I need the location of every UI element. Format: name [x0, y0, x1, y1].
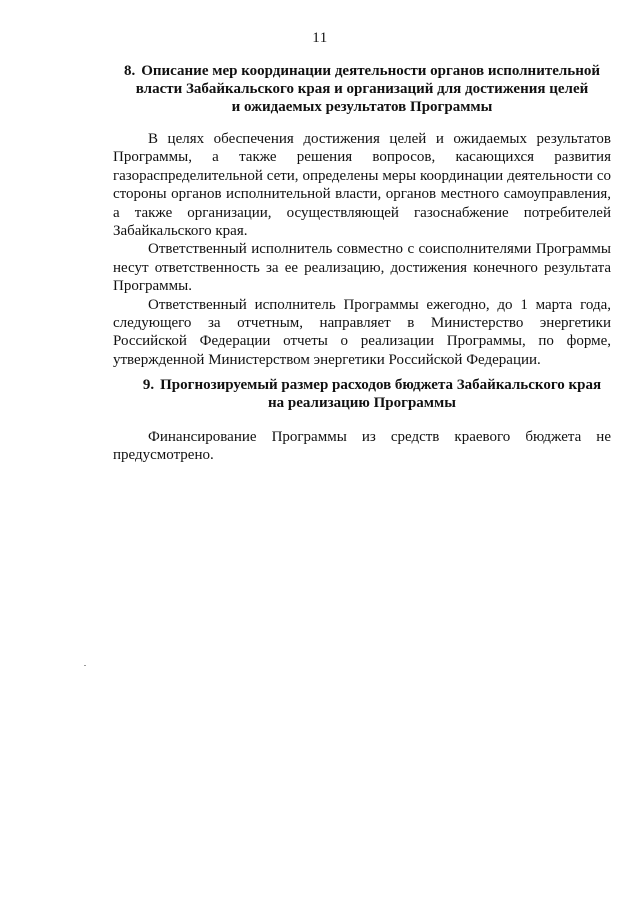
- section-8-title-line-3: и ожидаемых результатов Программы: [231, 99, 493, 115]
- section-8-title-line-1: Описание мер координации деятельности органов исполнительной: [141, 63, 601, 79]
- section-9-body: [113, 428, 611, 465]
- section-9-number: 9.: [142, 377, 155, 393]
- section-9-paragraph-1: Финансирование Программы из средств краевого бюджета не предусмотрено.: [113, 429, 611, 464]
- section-9-heading-line-1: [113, 376, 611, 394]
- section-9-heading: [113, 376, 611, 412]
- page-number: 11: [312, 30, 328, 46]
- section-8-paragraph-1: В целях обеспечения достижения целей и ожидаемых результатов Программы, а также решения вопросов, касающихся развития газораспределительной сети, определены меры координации деятельности со стороны органов исполнительной власти, органов местного самоуправления, а также организации, осуществляющей газоснабжение потребителей Забайкальского края.: [113, 131, 611, 240]
- section-8-title-line-2: власти Забайкальского края и организаций для достижения целей: [135, 81, 589, 97]
- scan-artifact: [84, 665, 86, 666]
- section-8-number: 8.: [123, 63, 136, 79]
- section-8-paragraph-3: Ответственный исполнитель Программы ежегодно, до 1 марта года, следующего за отчетным, направляет в Министерство энергетики Российской Федерации отчеты о реализации Программы, по форме, утвержденной Министерством энергетики Российской Федерации.: [113, 296, 611, 368]
- section-8-heading-line-1: [113, 62, 611, 80]
- section-8-body: [113, 130, 611, 369]
- section-9-title-line-2: на реализацию Программы: [268, 395, 456, 411]
- section-8-heading: [113, 62, 611, 116]
- section-8-paragraph-2: Ответственный исполнитель совместно с соисполнителями Программы несут ответственность за ее реализацию, достижения конечного результата Программы.: [113, 241, 611, 295]
- section-9-title-line-1: Прогнозируемый размер расходов бюджета Забайкальского края: [160, 377, 602, 393]
